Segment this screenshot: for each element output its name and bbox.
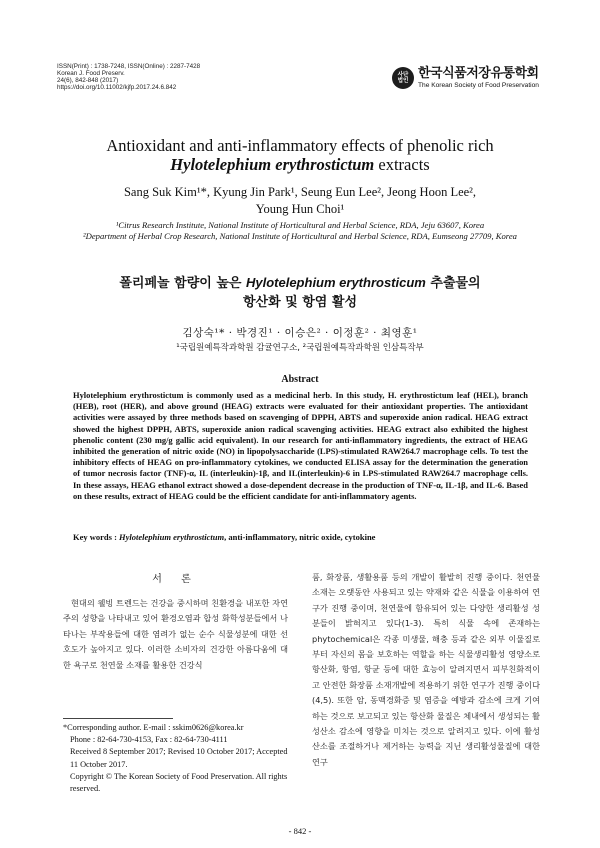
society-name-english: The Korean Society of Food Preservation xyxy=(418,81,539,89)
korean-affiliation: ¹국립원예특작과학원 감귤연구소, ²국립원예특작과학원 인삼특작부 xyxy=(176,343,424,353)
society-seal-icon: 사단 법인 xyxy=(392,67,414,89)
copyright: Copyright © The Korean Society of Food Preservation. All rights reserved. xyxy=(70,771,288,794)
affiliation-2: ²Department of Herbal Crop Research, National Institute of Horticultural and Herbal Science, RDA, Eumseong 27709, Korea xyxy=(83,231,517,241)
paper-title xyxy=(30,136,570,174)
section-heading-introduction: 서 론 xyxy=(152,574,199,585)
society-logo xyxy=(392,63,539,93)
affiliation-1: ¹Citrus Research Institute, National Institute of Horticultural and Herbal Science, RDA, Jeju 63607, Korea xyxy=(115,220,485,230)
doi-link[interactable]: https://doi.org/10.11002/kjfp.2017.24.6.842 xyxy=(57,83,177,91)
title-line-2: Hylotelephium erythrostictum extracts xyxy=(170,155,430,174)
society-name-korean: 한국식품저장유통학회 xyxy=(418,65,539,81)
title-line-1: Antioxidant and anti-inflammatory effects of phenolic rich xyxy=(106,136,494,155)
received-dates: Received 8 September 2017; Revised 10 October 2017; Accepted 11 October 2017. xyxy=(70,747,288,769)
body-column-left: 현대의 웰빙 트렌드는 건강을 중시하며 친환경을 내포한 자연주의 성향을 나타내고 있어 환경오염과 합성 화학성분들에서 나타나는 부작용들에 대한 염려가 없는 순수 식물성분에 대한 선호도가 높아지고 있다. 이러한 소비자의 건강한 아름다움에 대한 욕구로 천연물 소재를 활용한 건강식 xyxy=(63,598,288,670)
abstract-heading: Abstract xyxy=(281,374,319,385)
korean-title: 폴리페놀 함량이 높은 Hylotelephium erythrosticum 추출물의 항산화 및 항염 활성 xyxy=(119,275,481,310)
korean-author-list: 김상숙¹* · 박경진¹ · 이승은² · 이정훈² · 최영훈¹ xyxy=(182,327,418,339)
keywords: Key words : Hylotelephium erythrostictum, anti-inflammatory, nitric oxide, cytokine xyxy=(73,532,376,542)
affiliations xyxy=(20,220,580,242)
volume-line: 24(6), 842-848 (2017) xyxy=(57,76,119,84)
page-number: - 842 - xyxy=(288,826,312,836)
corresponding-author: *Corresponding author. E-mail : sskim0626@korea.kr xyxy=(63,723,244,732)
abstract-body: Hylotelephium erythrostictum is commonly used as a medicinal herb. In this study, H. erythrostictum leaf (HEL), branch (HEB), root (HER), and above ground (HEAG) extracts were evaluated for their antioxidant properties. The antioxidant activities were assayed by three methods based on scavenging of DPPH, ABTS and superoxide anion radical. HEAG extract showed the highest DPPH, ABTS, superoxide anion radical scavenging activities. HEAG extract also exhibited the highest phenolic content (230 mg/g gallic acid equivalent). In our research for anti-inflammatory ingredients, the extract of HEAG inhibited the generation of nitric oxide (NO) in lipopolysaccharide (LPS)-stimulated RAW264.7 macrophage cells. To test the inhibitory effects of HEAG on pro-inflammatory cytokines, we conducted ELISA assay for the determination the generation of tumor necrosis factor (TNF)-α, IL (interleukin)-1β, and IL(interleukin)-6 in LPS-stimulated RAW264.7 macrophage cells. In these assays, HEAG ethanol extract showed a dose-dependent decrease in the production of TNF-α, IL-1β, and IL-6. Based on these results, extract of HEAG could be the efficient candidate for anti-inflammatory agents. xyxy=(73,390,528,501)
footnote xyxy=(63,722,290,795)
footnote-divider xyxy=(63,718,173,719)
body-column-right: 품, 화장품, 생활용품 등의 개발이 활발히 진행 중이다. 천연물 소재는 오랫동안 사용되고 있는 약재와 같은 식물을 이용하여 연구가 진행 중이며, 천연물에 함유되어 있는 다양한 생리활성 성분들이 밝혀지고 있다(1-3). 특히 식물 속에 존재하는 phytochemical은 각종 미생물, 해충 등과 같은 외부 이물질로부터 자신의 몸을 보호하는 역할을 하는 식물생리활성 영양소로 항산화, 항염, 항균 등에 대한 효능이 알려지면서 피부친화적이고 안전한 화장품 소재개발에 적용하기 위한 연구가 진행 중이다(4,5). 또한 암, 동맥경화증 및 염증을 예방과 감소에 크게 기여하는 것으로 보고되고 있는 항산화 물질은 체내에서 생성되는 활성산소 감소에 영향을 미치는 것으로 알려지고 있다. 이에 활성산소를 조절하거나 제거하는 능력을 지닌 생리활성물질에 대한 연구 xyxy=(312,572,540,767)
author-list: Sang Suk Kim¹*, Kyung Jin Park¹, Seung Eun Lee², Jeong Hoon Lee², Young Hun Choi¹ xyxy=(123,185,477,216)
contact-phone: Phone : 82-64-730-4153, Fax : 82-64-730-4111 xyxy=(70,735,228,745)
journal-name-line: Korean J. Food Preserv. xyxy=(57,69,125,77)
journal-issn-block xyxy=(57,64,200,92)
issn-line: ISSN(Print) : 1738-7248, ISSN(Online) : 2287-7428 xyxy=(57,63,201,70)
